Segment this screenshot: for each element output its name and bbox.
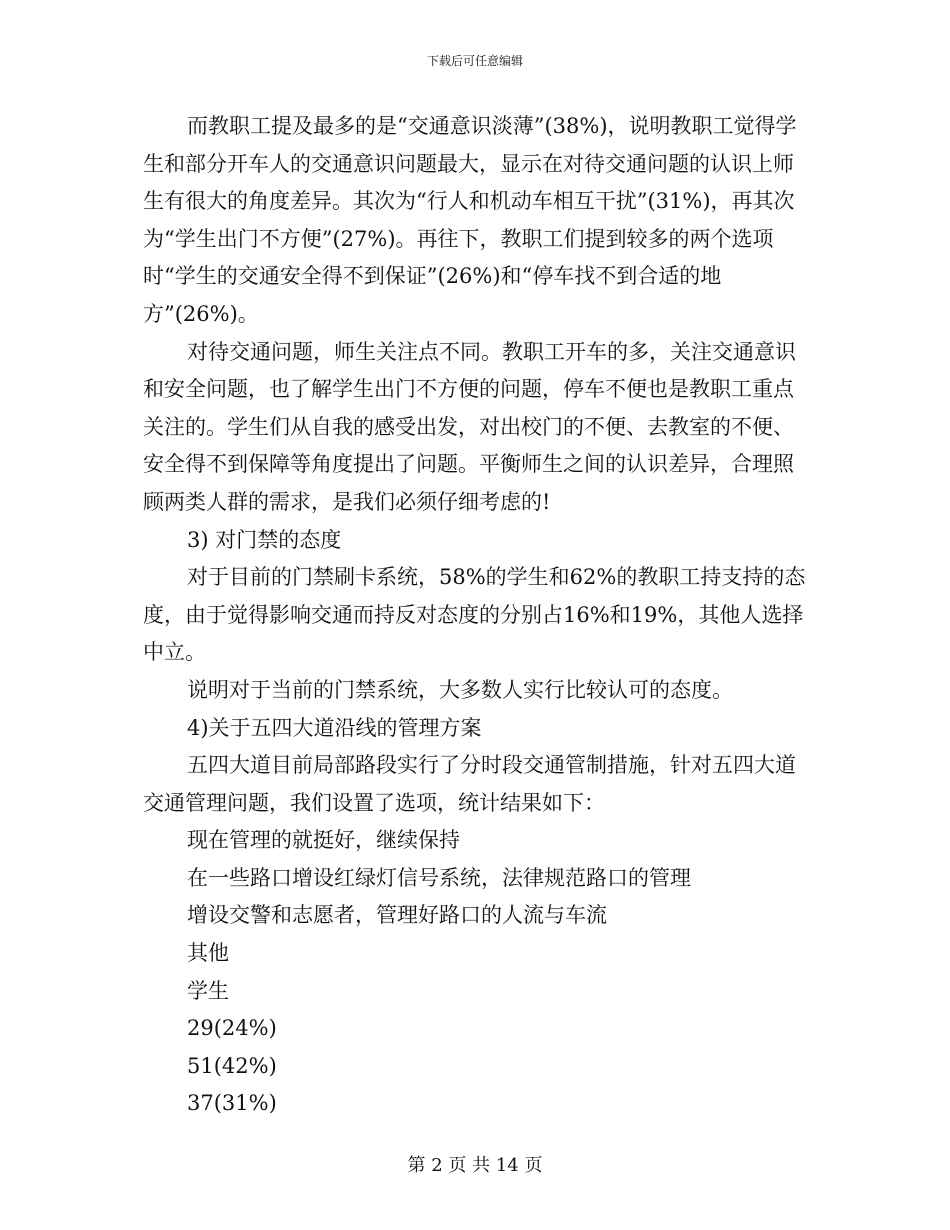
group-label-students: 学生: [187, 978, 229, 1003]
student-result-2: 51(42%): [187, 1053, 277, 1078]
student-result-3: 37(31%): [187, 1091, 277, 1116]
option-keep-current: 现在管理的就挺好，继续保持: [187, 828, 460, 853]
page-number: 第 2 页 共 14 页: [407, 1155, 543, 1176]
paragraph-access-conclusion: 说明对于当前的门禁系统，大多数人实行比较认可的态度。: [187, 677, 733, 702]
paragraph-access-control: 对于目前的门禁刷卡系统，58%的学生和62%的教职工持支持的态度，由于觉得影响交通而持反对态度的分别占16%和19%，其他人选择中立。: [143, 565, 806, 665]
section-heading-access-control: 3) 对门禁的态度: [187, 527, 342, 552]
option-add-police: 增设交警和志愿者，管理好路口的人流与车流: [187, 903, 607, 928]
paragraph-wusi-avenue: 五四大道目前局部路段实行了分时段交通管制措施，针对五四大道交通管理问题，我们设置了选项，统计结果如下：: [143, 753, 796, 815]
section-heading-wusi-avenue: 4)关于五四大道沿线的管理方案: [187, 715, 482, 740]
option-add-signals: 在一些路口增设红绿灯信号系统，法律规范路口的管理: [187, 865, 691, 890]
option-other: 其他: [187, 941, 229, 966]
page-header-note: 下载后可任意编辑: [426, 54, 523, 68]
document-body: [143, 108, 807, 1123]
paragraph-staff-concerns: 而教职工提及最多的是“交通意识淡薄”(38%)，说明教职工觉得学生和部分开车人的交通意识问题最大，显示在对待交通问题的认识上师生有很大的角度差异。其次为“行人和机动车相互干扰”(31%)，再其次为“学生出门不方便”(27%)。再往下，教职工们提到较多的两个选项时“学生的交通安全得不到保证”(26%)和“停车找不到合适的地方”(26%)。: [143, 114, 797, 326]
student-result-1: 29(24%): [187, 1016, 277, 1041]
paragraph-differences: 对待交通问题，师生关注点不同。教职工开车的多，关注交通意识和安全问题，也了解学生出门不方便的问题，停车不便也是教职工重点关注的。学生们从自我的感受出发，对出校门的不便、去教室的不便、安全得不到保障等角度提出了问题。平衡师生之间的认识差异，合理照顾两类人群的需求，是我们必须仔细考虑的!: [143, 339, 796, 514]
